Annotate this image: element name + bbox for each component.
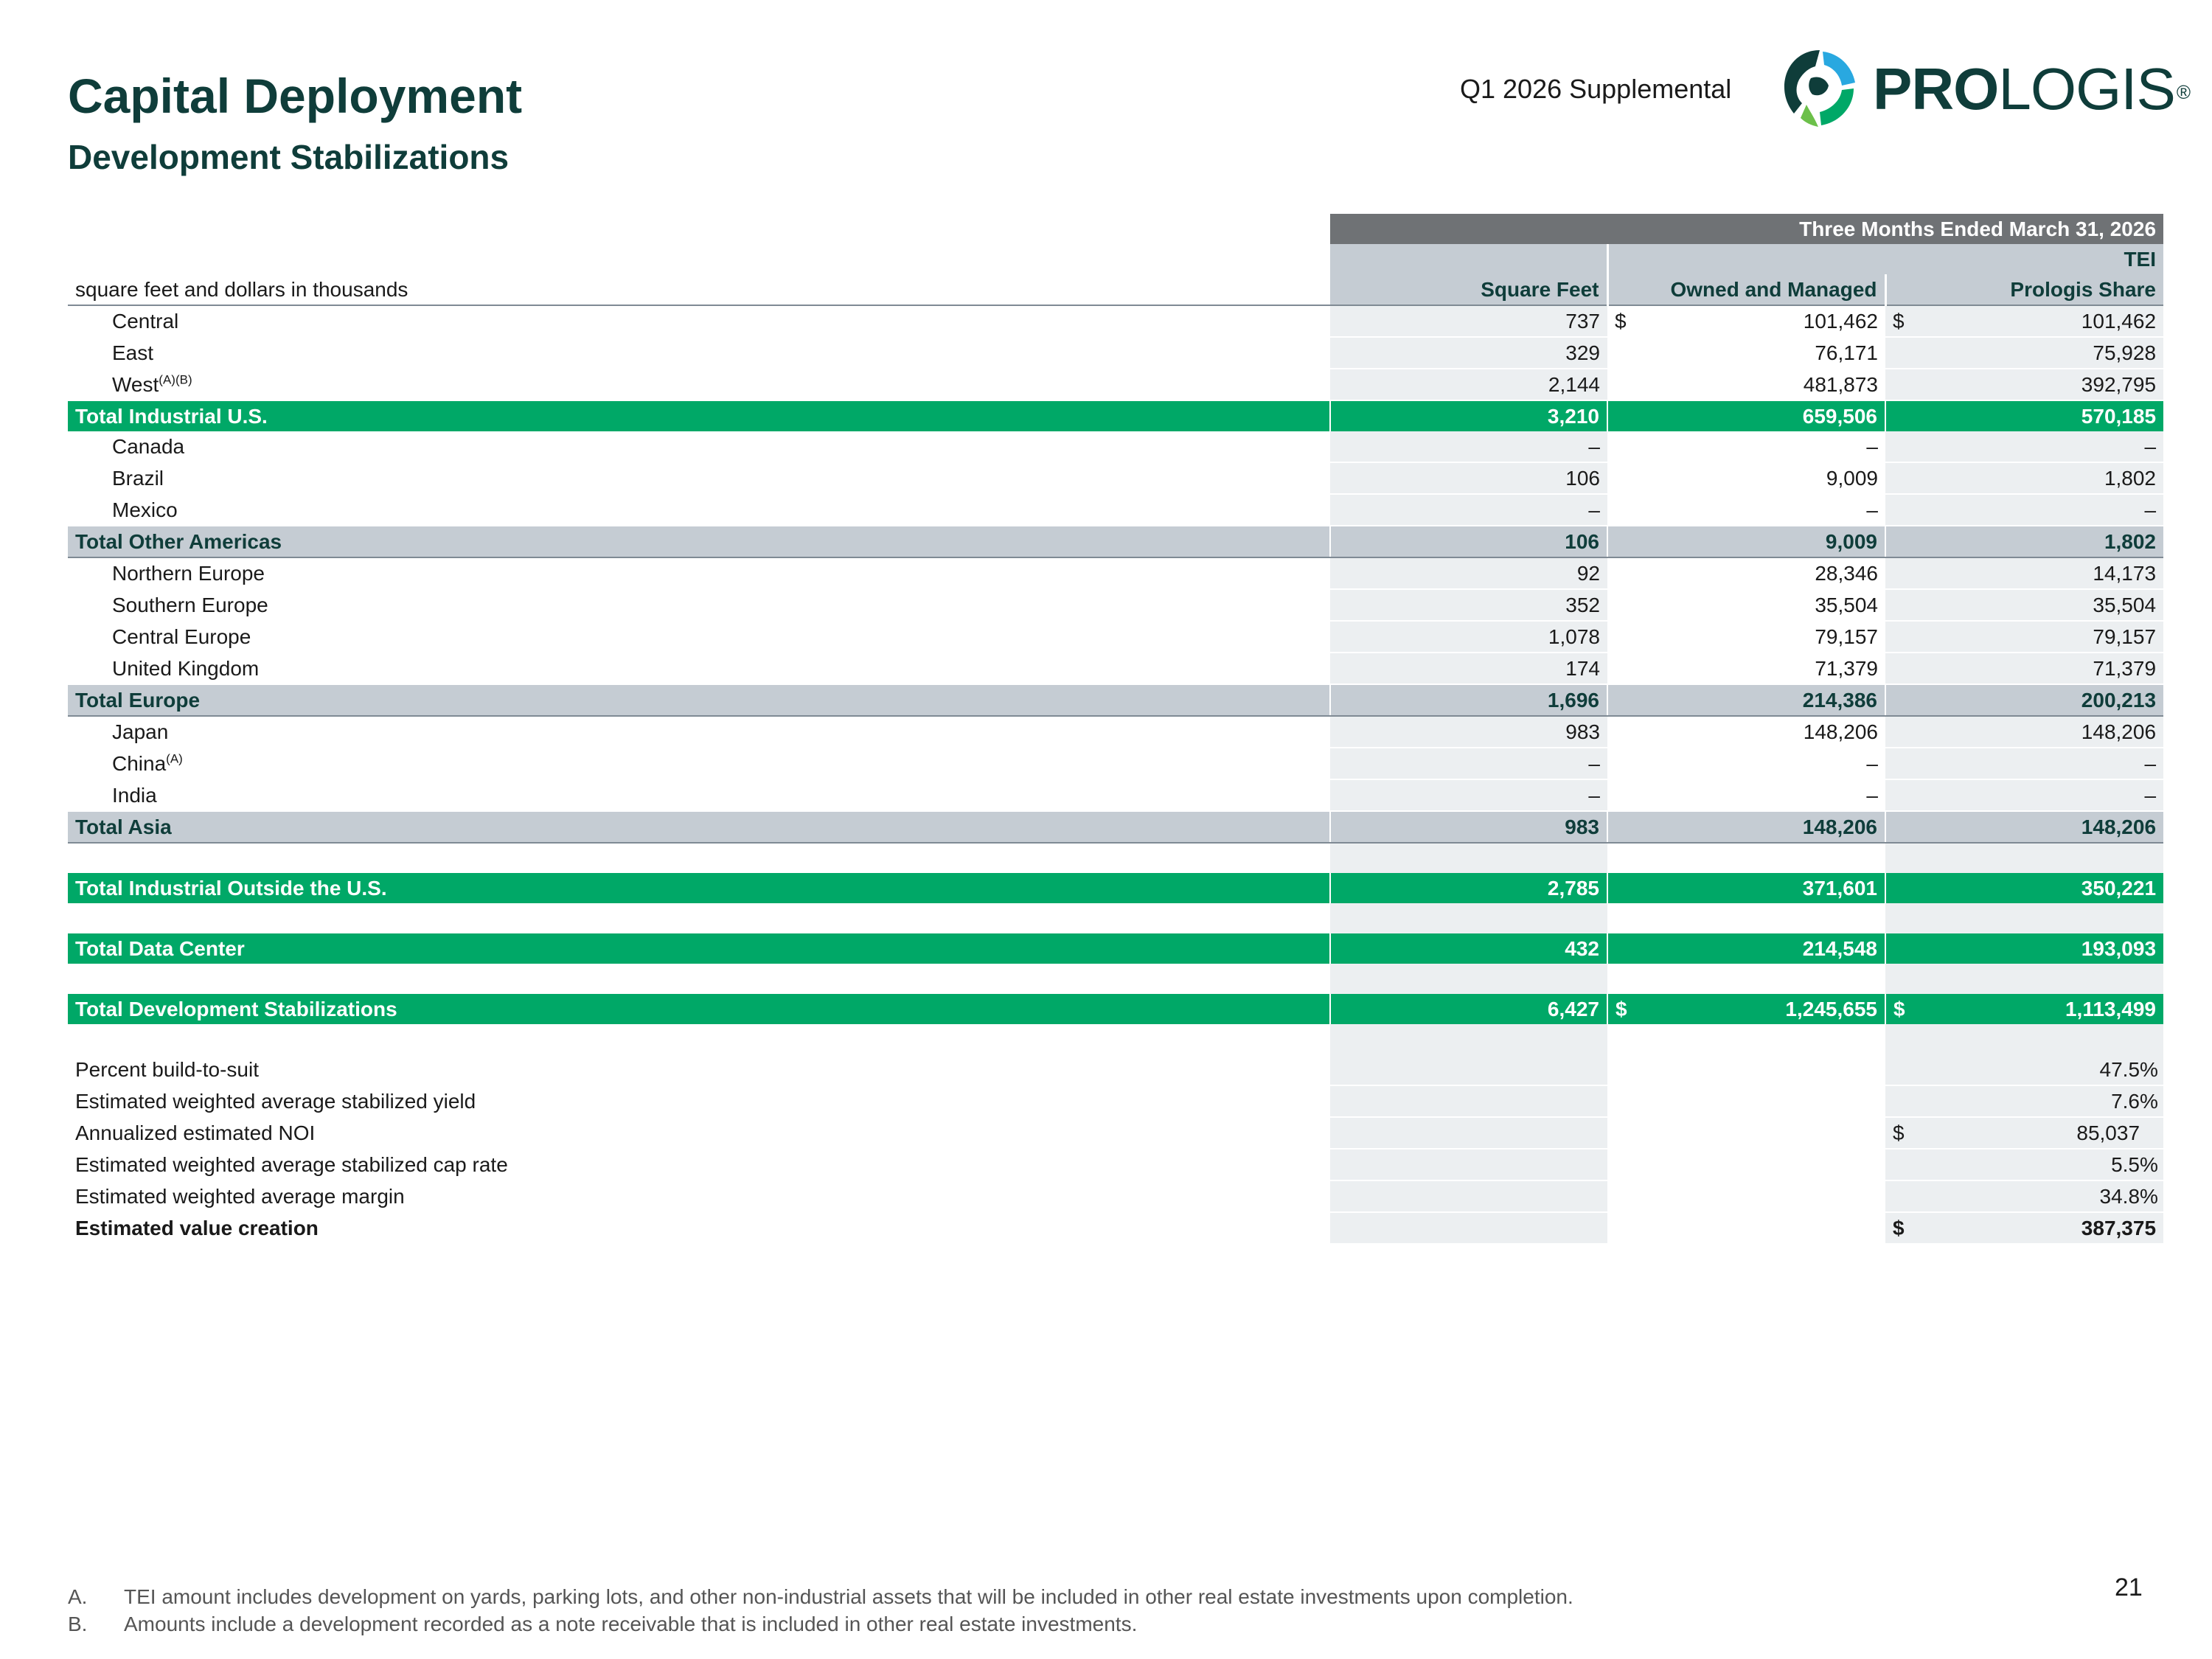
- cell-square-feet: 1,078: [1330, 621, 1607, 653]
- row-label: Total Industrial Outside the U.S.: [68, 873, 1330, 903]
- currency-symbol: $: [1615, 310, 1627, 333]
- tei-header: TEI: [1607, 244, 2163, 274]
- table-row: [68, 621, 2163, 653]
- metric-value: [1885, 1149, 2163, 1180]
- row-label-text: China: [112, 752, 167, 775]
- currency-symbol: $: [1615, 998, 1627, 1020]
- cell-square-feet: 2,144: [1330, 369, 1607, 400]
- cell-square-feet: 329: [1330, 337, 1607, 369]
- logo-registered-mark: ®: [2176, 81, 2191, 103]
- cell-prologis-share: 570,185: [1885, 400, 2163, 431]
- currency-symbol: $: [1893, 998, 1905, 1020]
- cell-square-feet: 106: [1330, 462, 1607, 494]
- cell-prologis-share: 392,795: [1885, 369, 2163, 400]
- cell-prologis-share: –: [1885, 494, 2163, 526]
- spacer-row: [68, 1024, 2163, 1054]
- table-row: [68, 716, 2163, 748]
- spacer-row: [68, 843, 2163, 873]
- cell-owned-managed: 76,171: [1607, 337, 1885, 369]
- row-label: Southern Europe: [68, 589, 1330, 621]
- row-label: Total Development Stabilizations: [68, 994, 1330, 1024]
- cell-owned-managed: –: [1607, 431, 1885, 462]
- metric-row: [68, 1180, 2163, 1212]
- subtotal-row: [68, 684, 2163, 716]
- metric-value: [1885, 1117, 2163, 1149]
- footnote-text: TEI amount includes development on yards, parking lots, and other non-industrial assets that will be included in other real estate investments upon completion.: [124, 1585, 1573, 1608]
- cell-prologis-share: 200,213: [1885, 684, 2163, 716]
- subtotal-row: [68, 811, 2163, 843]
- cell-square-feet: 106: [1330, 526, 1607, 557]
- supplemental-label: Q1 2026 Supplemental: [1460, 74, 1732, 104]
- row-label: Canada: [68, 431, 1330, 462]
- cell-owned-managed: –: [1607, 748, 1885, 779]
- cell-prologis-share: 14,173: [1885, 557, 2163, 589]
- column-header-row: [68, 274, 2163, 305]
- cell-square-feet: 432: [1330, 933, 1607, 964]
- metric-row: [68, 1212, 2163, 1244]
- cell-owned-managed: [1607, 994, 1885, 1024]
- cell-square-feet: 737: [1330, 305, 1607, 337]
- cell-owned-managed: 71,379: [1607, 653, 1885, 684]
- spacer-row: [68, 964, 2163, 994]
- metric-label: Estimated weighted average stabilized yield: [68, 1085, 1330, 1117]
- prologis-logo: [1777, 46, 2191, 134]
- table-row: [68, 462, 2163, 494]
- row-label: Total Industrial U.S.: [68, 400, 1330, 431]
- table-row: [68, 748, 2163, 779]
- cell-prologis-share: –: [1885, 431, 2163, 462]
- cell-prologis-share: 193,093: [1885, 933, 2163, 964]
- footnote-marker: A.: [68, 1585, 88, 1608]
- row-label: East: [68, 337, 1330, 369]
- period-header: Three Months Ended March 31, 2026: [1330, 214, 2163, 244]
- metric-label: Percent build-to-suit: [68, 1054, 1330, 1085]
- percent-sign: %: [2140, 1153, 2158, 1176]
- footnotes: [68, 1583, 1573, 1638]
- row-label: Total Other Americas: [68, 526, 1330, 557]
- metric-value: [1885, 1054, 2163, 1085]
- table-row: [68, 557, 2163, 589]
- cell-prologis-share: 350,221: [1885, 873, 2163, 903]
- cell-square-feet: 6,427: [1330, 994, 1607, 1024]
- cell-owned-managed: 148,206: [1607, 716, 1885, 748]
- row-label: Central: [68, 305, 1330, 337]
- metric-value: [1885, 1212, 2163, 1244]
- table-row: [68, 431, 2163, 462]
- metric-row: [68, 1085, 2163, 1117]
- row-label-text: West: [112, 373, 159, 396]
- cell-square-feet: –: [1330, 494, 1607, 526]
- page-title: Capital Deployment: [68, 69, 523, 123]
- percent-sign: %: [2140, 1185, 2158, 1208]
- row-label: [68, 748, 1330, 779]
- logo-wordmark-bold: PRO: [1873, 56, 1999, 122]
- cell-owned-managed: –: [1607, 779, 1885, 811]
- metric-label: Estimated weighted average margin: [68, 1180, 1330, 1212]
- col-header-prologis-share: Prologis Share: [1885, 274, 2163, 305]
- cell-owned-managed: 481,873: [1607, 369, 1885, 400]
- percent-sign: %: [2140, 1090, 2158, 1113]
- row-label: Central Europe: [68, 621, 1330, 653]
- row-label: Total Europe: [68, 684, 1330, 716]
- metric-label: Estimated value creation: [68, 1212, 1330, 1244]
- metric-number: 47.5: [2099, 1058, 2140, 1081]
- currency-symbol: $: [1893, 1121, 1905, 1144]
- row-label: Japan: [68, 716, 1330, 748]
- metric-row: [68, 1149, 2163, 1180]
- table-row: [68, 305, 2163, 337]
- logo-wordmark-light: LOGIS: [1998, 56, 2175, 122]
- development-stabilizations-table: [68, 214, 2163, 1245]
- page-number: 21: [2115, 1573, 2143, 1601]
- cell-owned-managed: 659,506: [1607, 400, 1885, 431]
- cell-value: 1,245,655: [1785, 998, 1877, 1020]
- cell-prologis-share: 79,157: [1885, 621, 2163, 653]
- row-label: Total Data Center: [68, 933, 1330, 964]
- row-label: United Kingdom: [68, 653, 1330, 684]
- cell-owned-managed: 28,346: [1607, 557, 1885, 589]
- cell-square-feet: 2,785: [1330, 873, 1607, 903]
- currency-symbol: $: [1893, 1217, 1905, 1239]
- metric-row: [68, 1117, 2163, 1149]
- table-row: [68, 494, 2163, 526]
- footnote: [68, 1583, 1573, 1610]
- cell-owned-managed: 148,206: [1607, 811, 1885, 843]
- cell-square-feet: –: [1330, 748, 1607, 779]
- grand-total-row: [68, 994, 2163, 1024]
- cell-prologis-share: –: [1885, 779, 2163, 811]
- cell-square-feet: 983: [1330, 716, 1607, 748]
- metric-value: [1885, 1085, 2163, 1117]
- spacer-row: [68, 903, 2163, 933]
- table-row: [68, 779, 2163, 811]
- metric-number: 5.5: [2111, 1153, 2140, 1176]
- cell-prologis-share: 75,928: [1885, 337, 2163, 369]
- col-header-square-feet: Square Feet: [1330, 274, 1607, 305]
- cell-prologis-share: 148,206: [1885, 716, 2163, 748]
- cell-square-feet: 983: [1330, 811, 1607, 843]
- cell-owned-managed: 35,504: [1607, 589, 1885, 621]
- cell-square-feet: 352: [1330, 589, 1607, 621]
- cell-prologis-share: 148,206: [1885, 811, 2163, 843]
- cell-square-feet: 92: [1330, 557, 1607, 589]
- cell-owned-managed: 9,009: [1607, 462, 1885, 494]
- globe-icon: [1777, 46, 1863, 131]
- cell-prologis-share: 35,504: [1885, 589, 2163, 621]
- metric-number: 387,375: [2081, 1217, 2157, 1239]
- footnote-ref: (A): [166, 751, 183, 766]
- metric-number: 7.6: [2111, 1090, 2140, 1113]
- metric-value: [1885, 1180, 2163, 1212]
- logo-wordmark: [1873, 56, 2190, 122]
- cell-square-feet: –: [1330, 431, 1607, 462]
- cell-square-feet: 1,696: [1330, 684, 1607, 716]
- percent-sign: %: [2140, 1058, 2158, 1081]
- total-row: [68, 933, 2163, 964]
- footnote: [68, 1610, 1573, 1638]
- cell-prologis-share: 1,802: [1885, 462, 2163, 494]
- col-header-owned-managed: Owned and Managed: [1607, 274, 1885, 305]
- units-label: square feet and dollars in thousands: [68, 274, 1330, 305]
- metric-number: 85,037: [2076, 1121, 2140, 1144]
- metric-number: 34.8: [2099, 1185, 2140, 1208]
- cell-square-feet: –: [1330, 779, 1607, 811]
- cell-value: 101,462: [1803, 310, 1878, 333]
- currency-symbol: $: [1893, 310, 1905, 333]
- cell-owned-managed: 214,386: [1607, 684, 1885, 716]
- row-label: Brazil: [68, 462, 1330, 494]
- row-label: Total Asia: [68, 811, 1330, 843]
- cell-prologis-share: 71,379: [1885, 653, 2163, 684]
- metric-label: Estimated weighted average stabilized cap rate: [68, 1149, 1330, 1180]
- cell-square-feet: 3,210: [1330, 400, 1607, 431]
- page-subtitle: Development Stabilizations: [68, 138, 509, 176]
- row-label: [68, 369, 1330, 400]
- cell-owned-managed: [1607, 305, 1885, 337]
- cell-owned-managed: 9,009: [1607, 526, 1885, 557]
- row-label: Mexico: [68, 494, 1330, 526]
- table-row: [68, 369, 2163, 400]
- cell-owned-managed: –: [1607, 494, 1885, 526]
- table-row: [68, 337, 2163, 369]
- cell-square-feet: 174: [1330, 653, 1607, 684]
- cell-owned-managed: 214,548: [1607, 933, 1885, 964]
- cell-value: 1,113,499: [2065, 998, 2157, 1020]
- total-row: [68, 873, 2163, 903]
- footnote-ref: (A)(B): [159, 372, 192, 387]
- cell-prologis-share: –: [1885, 748, 2163, 779]
- cell-prologis-share: 1,802: [1885, 526, 2163, 557]
- footnote-marker: B.: [68, 1613, 88, 1635]
- group-header-row: [68, 244, 2163, 274]
- cell-owned-managed: 79,157: [1607, 621, 1885, 653]
- period-header-row: [68, 214, 2163, 244]
- table-row: [68, 653, 2163, 684]
- row-label: India: [68, 779, 1330, 811]
- cell-prologis-share: [1885, 994, 2163, 1024]
- metric-row: [68, 1054, 2163, 1085]
- subtotal-row: [68, 526, 2163, 557]
- cell-owned-managed: 371,601: [1607, 873, 1885, 903]
- cell-value: 101,462: [2081, 310, 2157, 333]
- cell-prologis-share: [1885, 305, 2163, 337]
- total-row: [68, 400, 2163, 431]
- table-row: [68, 589, 2163, 621]
- row-label: Northern Europe: [68, 557, 1330, 589]
- footnote-text: Amounts include a development recorded as a note receivable that is included in other real estate investments.: [124, 1613, 1138, 1635]
- metric-label: Annualized estimated NOI: [68, 1117, 1330, 1149]
